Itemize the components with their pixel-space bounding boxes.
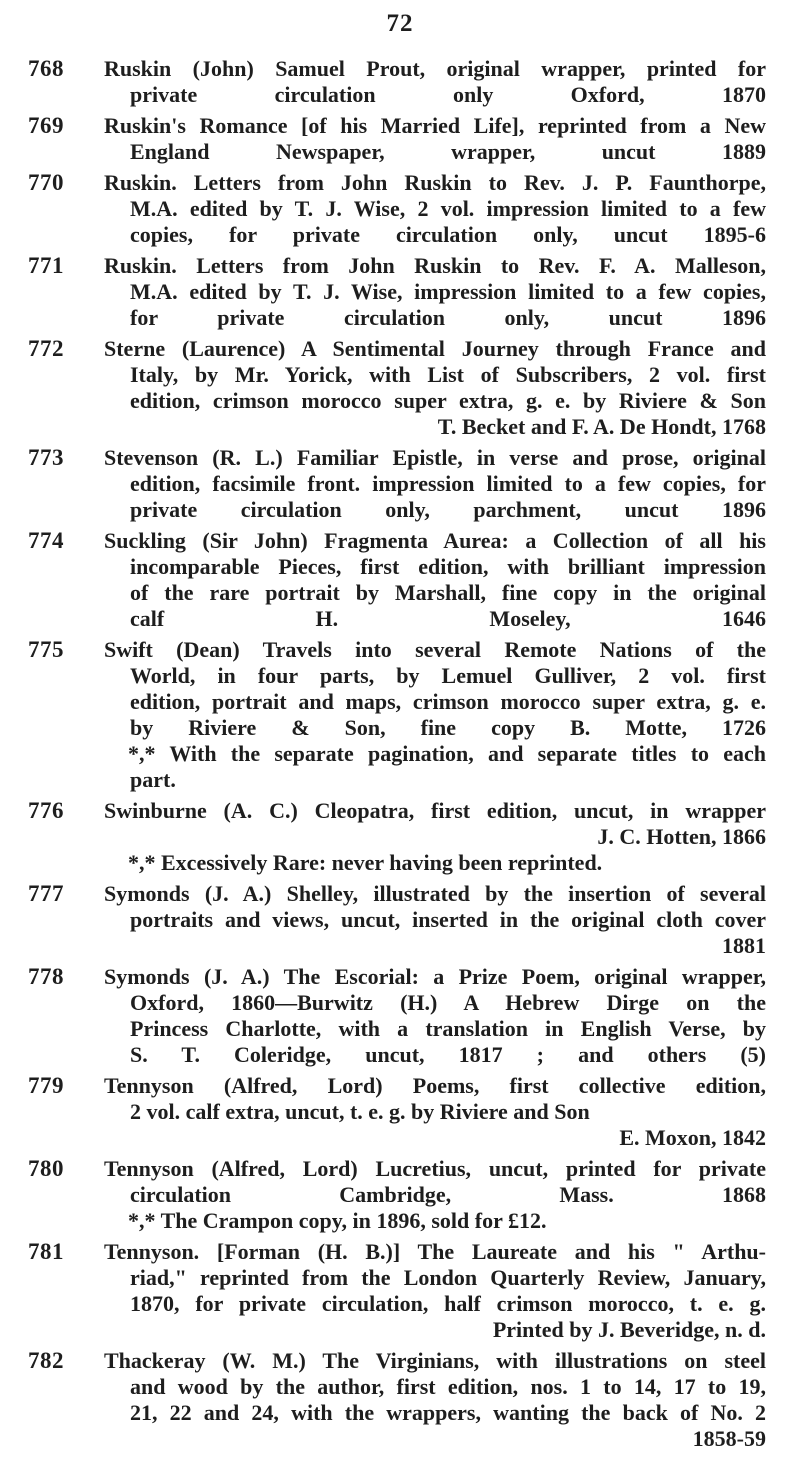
entry-line: of the rare portrait by Marshall, fine copy in the original	[130, 580, 766, 605]
catalogue-entry	[0, 445, 800, 523]
entry-note: *,* With the separate pagination, and separate titles to each	[128, 741, 766, 766]
entry-line: calf H. Moseley, 1646	[130, 606, 766, 631]
entry-note: part.	[130, 767, 176, 792]
lot-number: 773	[28, 445, 64, 470]
entry-line: for private circulation only, uncut 1896	[130, 305, 766, 330]
entry-line: incomparable Pieces, first edition, with brilliant impression	[130, 554, 766, 579]
lot-number: 771	[28, 253, 64, 278]
entry-line: riad," reprinted from the London Quarterly Review, January,	[130, 1265, 766, 1290]
lot-number: 777	[28, 881, 64, 906]
entry-line: Tennyson (Alfred, Lord) Lucretius, uncut, printed for private	[104, 1156, 766, 1181]
entry-line: 1870, for private circulation, half crimson morocco, t. e. g.	[130, 1291, 766, 1316]
entry-line: S. T. Coleridge, uncut, 1817 ; and others (5)	[130, 1042, 766, 1067]
entry-line: Oxford, 1860—Burwitz (H.) A Hebrew Dirge on the	[130, 990, 766, 1015]
entry-line: portraits and views, uncut, inserted in the original cloth cover	[130, 907, 766, 932]
entry-line: edition, portrait and maps, crimson morocco super extra, g. e.	[130, 689, 766, 714]
entry-line: Swift (Dean) Travels into several Remote Nations of the	[104, 637, 766, 662]
entry-line: E. Moxon, 1842	[619, 1125, 766, 1150]
entry-line: and wood by the author, first edition, nos. 1 to 14, 17 to 19,	[130, 1374, 766, 1399]
entry-line: circulation Cambridge, Mass. 1868	[130, 1182, 766, 1207]
lot-number: 781	[28, 1239, 64, 1264]
entry-line: Ruskin. Letters from John Ruskin to Rev. J. P. Faunthorpe,	[104, 170, 766, 195]
entry-line: Swinburne (A. C.) Cleopatra, first edition, uncut, in wrapper	[104, 798, 766, 823]
entry-line: Symonds (J. A.) The Escorial: a Prize Poem, original wrapper,	[104, 964, 766, 989]
catalogue-entry	[0, 528, 800, 632]
entry-line: Printed by J. Beveridge, n. d.	[492, 1317, 766, 1342]
entry-note: *,* The Crampon copy, in 1896, sold for £12.	[128, 1208, 547, 1233]
entry-line: by Riviere & Son, fine copy B. Motte, 1726	[130, 715, 766, 740]
lot-number: 775	[28, 637, 64, 662]
catalogue-entry	[0, 798, 800, 876]
catalogue-entry	[0, 881, 800, 959]
entry-line: M.A. edited by T. J. Wise, 2 vol. impression limited to a few	[130, 196, 766, 221]
lot-number: 778	[28, 964, 64, 989]
catalogue-entry	[0, 964, 800, 1068]
entry-line: Tennyson (Alfred, Lord) Poems, first collective edition,	[104, 1073, 766, 1098]
entry-line: 2 vol. calf extra, uncut, t. e. g. by Riviere and Son	[130, 1099, 590, 1124]
lot-number: 779	[28, 1073, 64, 1098]
entry-line: 1881	[722, 933, 766, 958]
catalogue-entry	[0, 336, 800, 440]
catalogue-entry	[0, 170, 800, 248]
lot-number: 769	[28, 113, 64, 138]
catalogue-entry	[0, 1348, 800, 1452]
entry-line: England Newspaper, wrapper, uncut 1889	[130, 139, 766, 164]
entry-line: private circulation only Oxford, 1870	[130, 82, 766, 107]
entry-line: Suckling (Sir John) Fragmenta Aurea: a Collection of all his	[104, 528, 766, 553]
entry-line: Symonds (J. A.) Shelley, illustrated by the insertion of several	[104, 881, 766, 906]
catalogue-entries	[0, 56, 800, 1457]
entry-line: 1858-59	[692, 1426, 766, 1451]
entry-line: edition, crimson morocco super extra, g. e. by Riviere & Son	[130, 388, 766, 413]
entry-line: Thackeray (W. M.) The Virginians, with illustrations on steel	[104, 1348, 766, 1373]
lot-number: 782	[28, 1348, 64, 1373]
lot-number: 770	[28, 170, 64, 195]
catalogue-entry	[0, 637, 800, 793]
lot-number: 772	[28, 336, 64, 361]
entry-line: Stevenson (R. L.) Familiar Epistle, in verse and prose, original	[104, 445, 766, 470]
entry-line: Princess Charlotte, with a translation in English Verse, by	[130, 1016, 766, 1041]
entry-line: Sterne (Laurence) A Sentimental Journey through France and	[104, 336, 766, 361]
entry-line: private circulation only, parchment, uncut 1896	[130, 497, 766, 522]
lot-number: 774	[28, 528, 64, 553]
entry-line: edition, facsimile front. impression limited to a few copies, for	[130, 471, 766, 496]
catalogue-entry	[0, 1073, 800, 1151]
page-number: 72	[386, 10, 414, 37]
entry-line: World, in four parts, by Lemuel Gulliver, 2 vol. first	[130, 663, 766, 688]
entry-line: Italy, by Mr. Yorick, with List of Subscribers, 2 vol. first	[130, 362, 766, 387]
catalogue-entry	[0, 1156, 800, 1234]
catalogue-entry	[0, 56, 800, 108]
catalogue-entry	[0, 1239, 800, 1343]
entry-line: M.A. edited by T. J. Wise, impression limited to a few copies,	[130, 279, 766, 304]
entry-line: Tennyson. [Forman (H. B.)] The Laureate and his " Arthu-	[104, 1239, 766, 1264]
entry-line: copies, for private circulation only, uncut 1895-6	[130, 222, 766, 247]
entry-line: Ruskin (John) Samuel Prout, original wrapper, printed for	[104, 56, 766, 81]
entry-line: Ruskin. Letters from John Ruskin to Rev. F. A. Malleson,	[104, 253, 766, 278]
lot-number: 780	[28, 1156, 64, 1181]
entry-line: 21, 22 and 24, with the wrappers, wanting the back of No. 2	[130, 1400, 766, 1425]
lot-number: 768	[28, 56, 64, 81]
lot-number: 776	[28, 798, 64, 823]
entry-line: Ruskin's Romance [of his Married Life], reprinted from a New	[104, 113, 766, 138]
catalogue-entry	[0, 253, 800, 331]
catalogue-entry	[0, 113, 800, 165]
entry-line: T. Becket and F. A. De Hondt, 1768	[437, 414, 766, 439]
entry-line: J. C. Hotten, 1866	[597, 824, 766, 849]
entry-note: *,* Excessively Rare: never having been reprinted.	[128, 850, 603, 875]
